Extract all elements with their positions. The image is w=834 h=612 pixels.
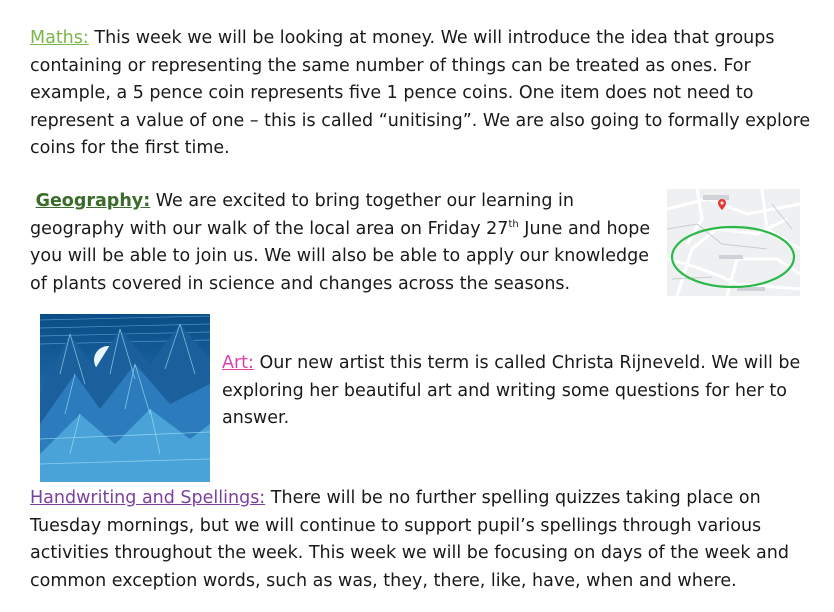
geography-text: We are excited to bring together our learning in geography with our walk of the local area on Friday 27	[30, 191, 574, 239]
geography-sup: th	[508, 218, 519, 230]
art-paragraph	[222, 350, 822, 433]
handwriting-heading: Handwriting and Spellings:	[30, 488, 266, 508]
christa-rijneveld-artwork-image	[40, 314, 210, 482]
local-area-map-image	[667, 189, 800, 296]
geography-paragraph	[30, 188, 655, 298]
maths-text: This week we will be looking at money. We will introduce the idea that groups containing or representing the same number of things can be treated as ones. For example, a 5 pence coin represents five 1 pence coins. One item does not need to represent a value of one – this is called “unitising”. We are also going to formally explore coins for the first time.	[30, 28, 811, 158]
art-heading: Art:	[222, 353, 254, 373]
geography-heading: Geography:	[35, 191, 151, 211]
handwriting-text: There will be no further spelling quizzes taking place on Tuesday mornings, but we will continue to support pupil’s spellings through various activities throughout the week. This week we will be focusing on days of the week and common exception words, such as was, they, there, like, have, when and where.	[30, 488, 789, 591]
handwriting-paragraph	[30, 485, 820, 595]
maths-heading: Maths:	[30, 28, 89, 48]
art-text: Our new artist this term is called Christa Rijneveld. We will be exploring her beautiful art and writing some questions for her to answer.	[222, 353, 801, 428]
maths-paragraph	[30, 25, 820, 163]
geography-text-cont: June and hope you will be able to join us. We will also be able to apply our knowledge of plants covered in science and changes across the seasons.	[30, 218, 651, 294]
